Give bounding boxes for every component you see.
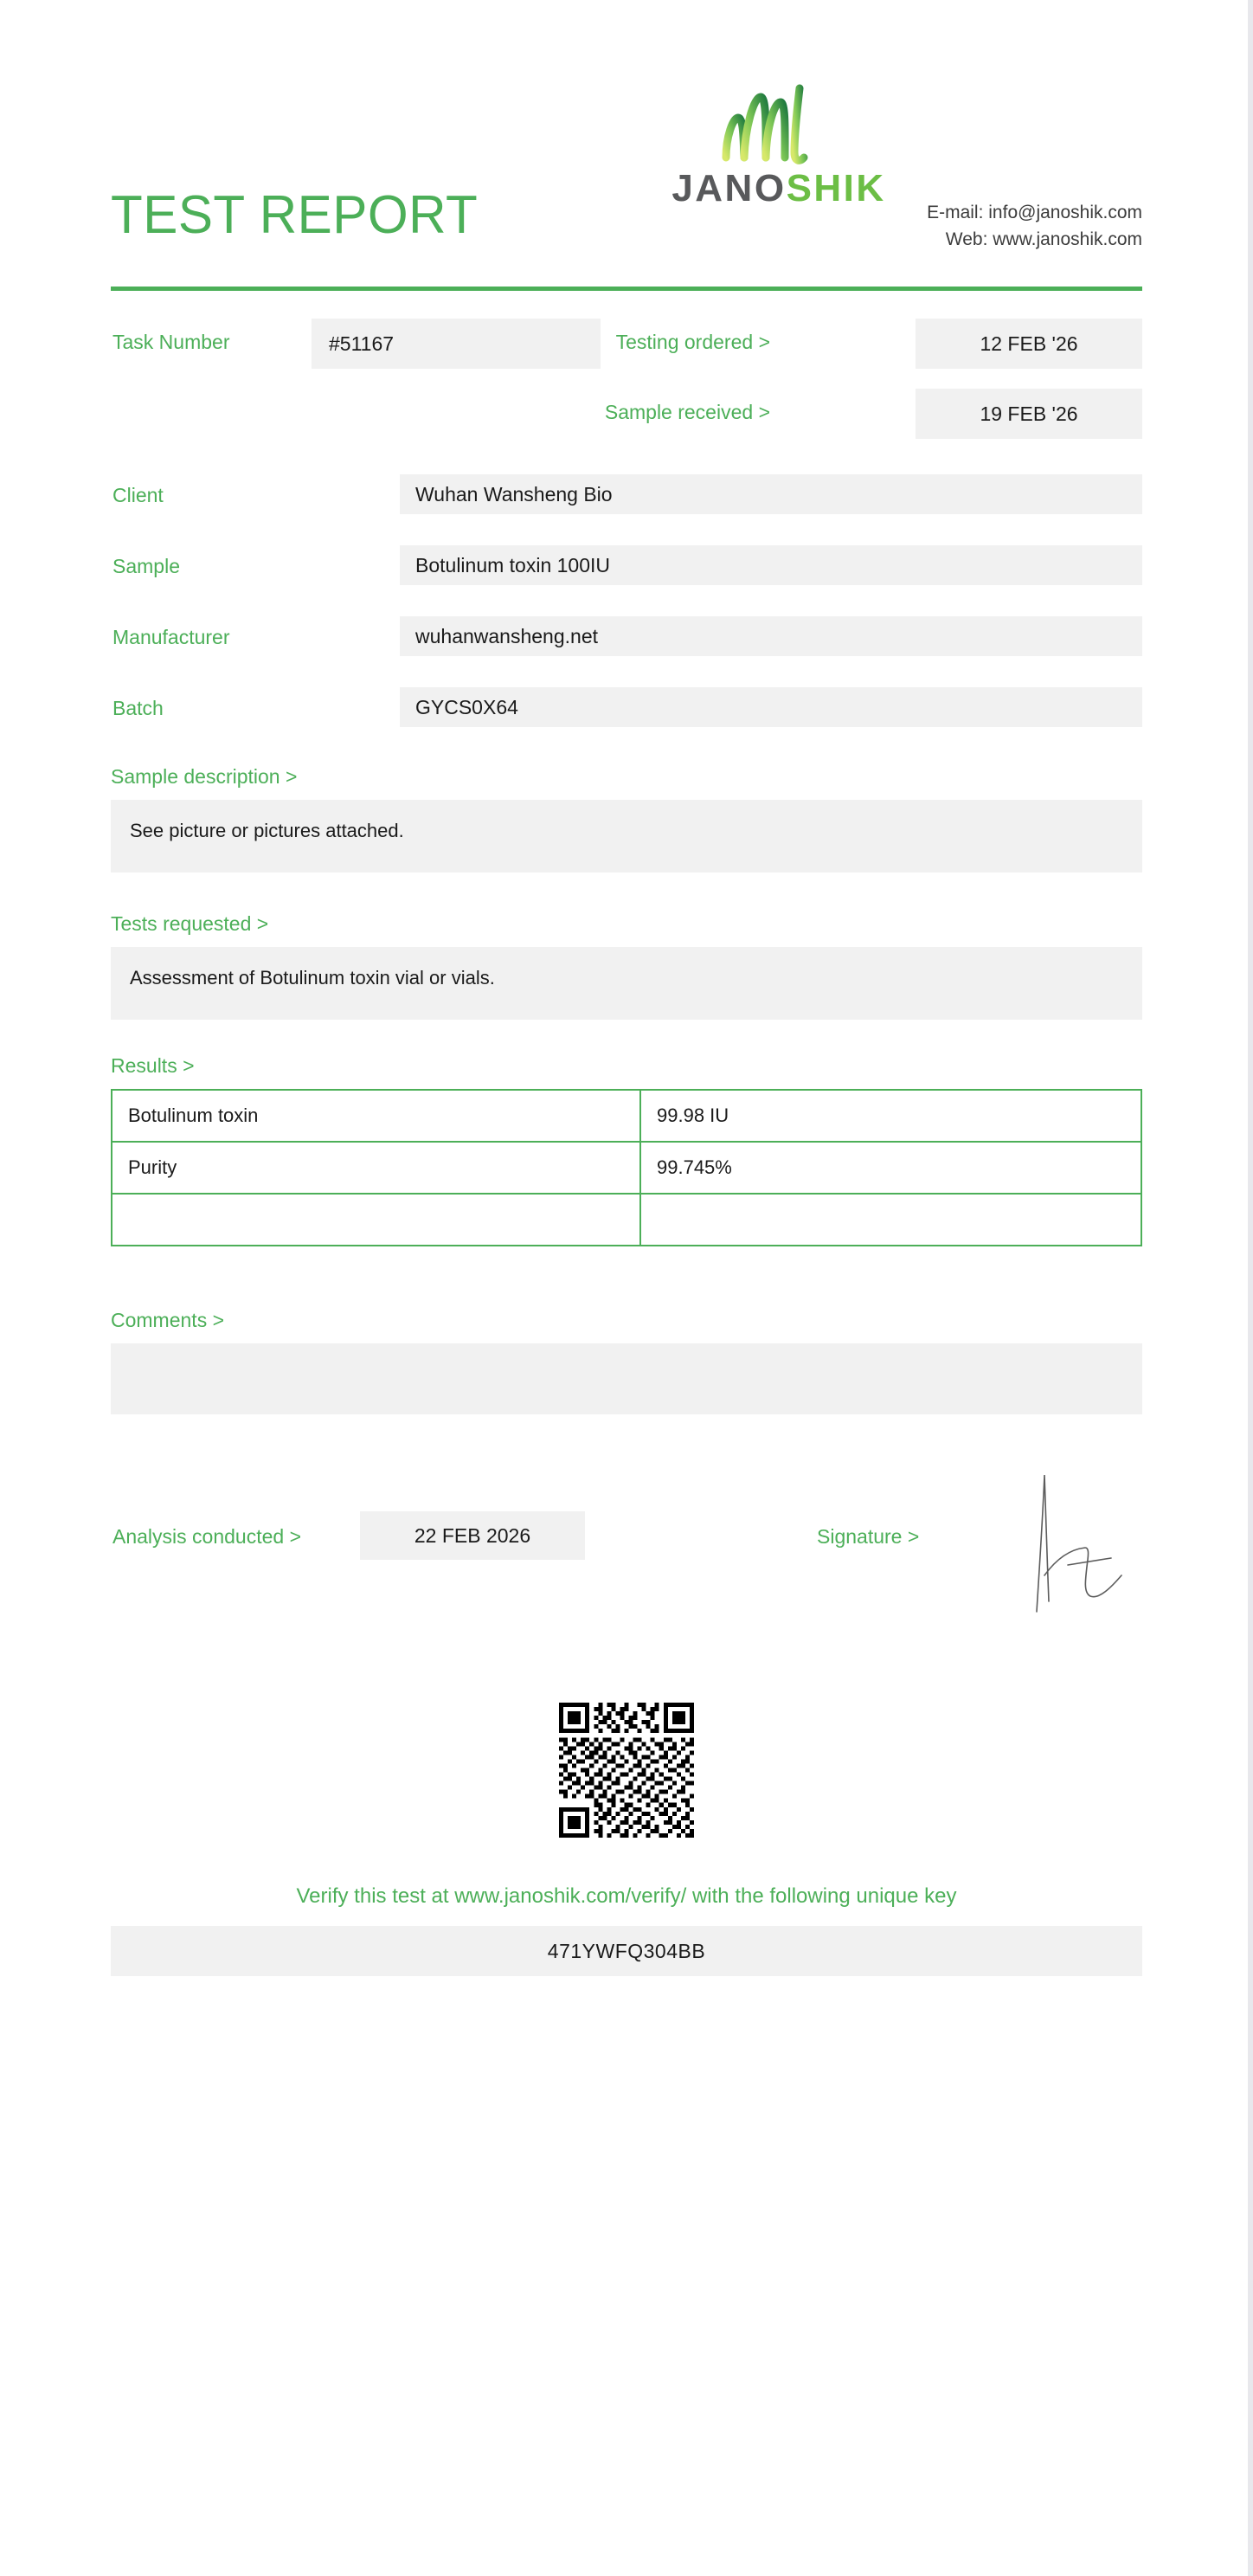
task-number-value: #51167 [312, 319, 601, 369]
contact-info [927, 199, 1142, 253]
field-batch [111, 687, 1142, 727]
result-value: 99.98 IU [640, 1090, 1141, 1142]
chevron-right-icon: > [256, 912, 269, 935]
field-client [111, 474, 1142, 514]
info-fields [111, 474, 1142, 727]
comments-text [111, 1343, 1142, 1414]
tests-requested-text: Assessment of Botulinum toxin vial or vials. [111, 947, 1142, 1020]
analysis-conducted-date: 22 FEB 2026 [360, 1511, 585, 1560]
field-sample [111, 545, 1142, 585]
analysis-signature-row [111, 1466, 1142, 1613]
signature-label: Signature > [817, 1525, 920, 1548]
unique-key-value: 471YWFQ304BB [111, 1926, 1142, 1976]
result-value [640, 1194, 1141, 1246]
sample-received-label: Sample received > [604, 401, 770, 423]
sample-description-section [111, 765, 1142, 873]
janoshik-logo [640, 83, 917, 209]
comments-heading: Comments > [111, 1309, 225, 1331]
chevron-right-icon: > [286, 765, 298, 788]
field-client-label: Client [112, 484, 164, 506]
chevron-right-icon: > [758, 401, 770, 423]
results-heading: Results > [111, 1054, 195, 1077]
signature-icon [1016, 1466, 1146, 1613]
sample-description-text: See picture or pictures attached. [111, 800, 1142, 873]
chevron-right-icon: > [907, 1525, 920, 1548]
header-divider [111, 287, 1142, 291]
result-name [112, 1194, 640, 1246]
result-value: 99.745% [640, 1142, 1141, 1194]
field-manufacturer [111, 616, 1142, 656]
field-manufacturer-label: Manufacturer [112, 626, 230, 648]
task-section [111, 319, 1142, 440]
brand-wordmark [640, 168, 917, 209]
task-number-label: Task Number [112, 331, 230, 353]
field-manufacturer-value: wuhanwansheng.net [400, 616, 1142, 656]
result-name: Purity [112, 1142, 640, 1194]
result-name: Botulinum toxin [112, 1090, 640, 1142]
verify-text: Verify this test at www.janoshik.com/verify/ with the following unique key [296, 1884, 957, 1908]
sample-received-value: 19 FEB '26 [916, 389, 1142, 439]
table-row [112, 1090, 1141, 1142]
sample-description-heading: Sample description > [111, 765, 298, 788]
report-header [111, 0, 1142, 294]
field-sample-label: Sample [112, 555, 180, 577]
field-sample-value: Botulinum toxin 100IU [400, 545, 1142, 585]
field-batch-value: GYCS0X64 [400, 687, 1142, 727]
chevron-right-icon: > [289, 1525, 302, 1548]
brand-shik: SHIK [786, 167, 886, 209]
squiggle-logo-icon [714, 83, 844, 170]
comments-section [111, 1309, 1142, 1414]
chevron-right-icon: > [183, 1054, 195, 1077]
testing-ordered-value: 12 FEB '26 [916, 319, 1142, 369]
results-table [111, 1089, 1142, 1246]
contact-web: Web: www.janoshik.com [945, 229, 1142, 249]
chevron-right-icon: > [758, 331, 770, 353]
tests-requested-heading: Tests requested > [111, 912, 269, 935]
contact-email: E-mail: info@janoshik.com [927, 203, 1142, 222]
field-batch-label: Batch [112, 697, 164, 719]
field-client-value: Wuhan Wansheng Bio [400, 474, 1142, 514]
table-row [112, 1194, 1141, 1246]
qr-section [111, 1698, 1142, 1846]
table-row [112, 1142, 1141, 1194]
page-title: TEST REPORT [111, 185, 479, 245]
brand-jano: JANO [671, 167, 787, 209]
chevron-right-icon: > [212, 1309, 225, 1331]
results-section [111, 1054, 1142, 1246]
testing-ordered-label: Testing ordered > [615, 331, 770, 353]
qr-code-icon [555, 1698, 698, 1842]
analysis-conducted-label: Analysis conducted > [112, 1525, 302, 1548]
tests-requested-section [111, 912, 1142, 1020]
